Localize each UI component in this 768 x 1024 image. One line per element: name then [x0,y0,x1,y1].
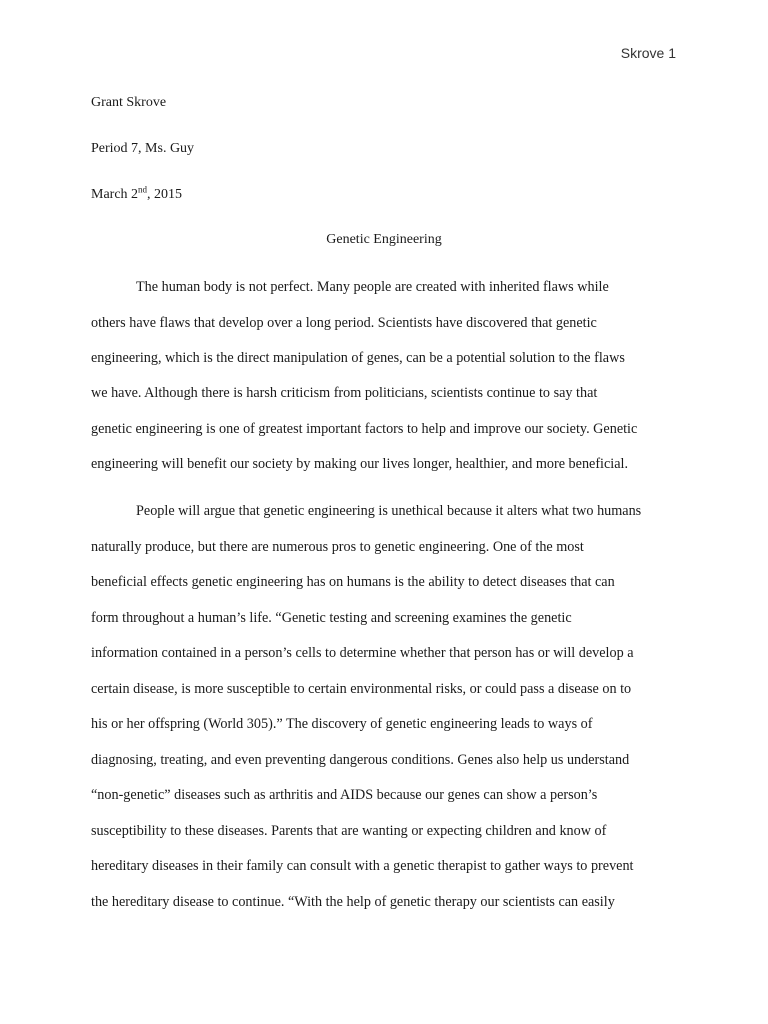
author-name: Grant Skrove [91,95,167,110]
paragraph-line: we have. Although there is harsh criticism from politicians, scientists continue to say that [91,385,598,401]
class-info: Period 7, Ms. Guy [91,141,195,156]
paragraph-line: information contained in a person’s cells to determine whether that person has or will develop a [91,645,634,661]
date-line [91,184,183,203]
paragraph-line: genetic engineering is one of greatest important factors to help and improve our society. Genetic [91,421,638,437]
paragraph-line: others have flaws that develop over a long period. Scientists have discovered that genetic [91,315,597,331]
paragraph-line: hereditary diseases in their family can consult with a genetic therapist to gather ways to prevent [91,858,634,874]
paragraph-line: People will argue that genetic engineering is unethical because it alters what two humans [136,503,642,519]
essay-title: Genetic Engineering [326,232,442,247]
paragraph-line: beneficial effects genetic engineering has on humans is the ability to detect diseases that can [91,574,615,590]
paragraph-line: engineering will benefit our society by making our lives longer, healthier, and more beneficial. [91,456,629,472]
paragraph-line: certain disease, is more susceptible to certain environmental risks, or could pass a disease on to [91,681,632,697]
date-suffix: nd [138,184,148,195]
paragraph-line: engineering, which is the direct manipulation of genes, can be a potential solution to the flaws [91,350,625,366]
paragraph-line: susceptibility to these diseases. Parents that are wanting or expecting children and know of [91,823,607,839]
paragraph-line: form throughout a human’s life. “Genetic testing and screening examines the genetic [91,610,572,626]
date-month-day: March 2 [91,187,139,202]
paragraph-line: “non-genetic” diseases such as arthritis and AIDS because our genes can show a person’s [91,787,598,803]
paragraph-line: his or her offspring (World 305).” The discovery of genetic engineering leads to ways of [91,716,593,732]
date-year: , 2015 [147,187,183,202]
paragraph-line: The human body is not perfect. Many people are created with inherited flaws while [136,279,609,295]
paragraph-line: the hereditary disease to continue. “With the help of genetic therapy our scientists can easily [91,894,615,910]
paragraph-line: diagnosing, treating, and even preventing dangerous conditions. Genes also help us understand [91,752,630,768]
running-head: Skrove 1 [620,45,676,61]
paragraph-line: naturally produce, but there are numerous pros to genetic engineering. One of the most [91,539,584,555]
